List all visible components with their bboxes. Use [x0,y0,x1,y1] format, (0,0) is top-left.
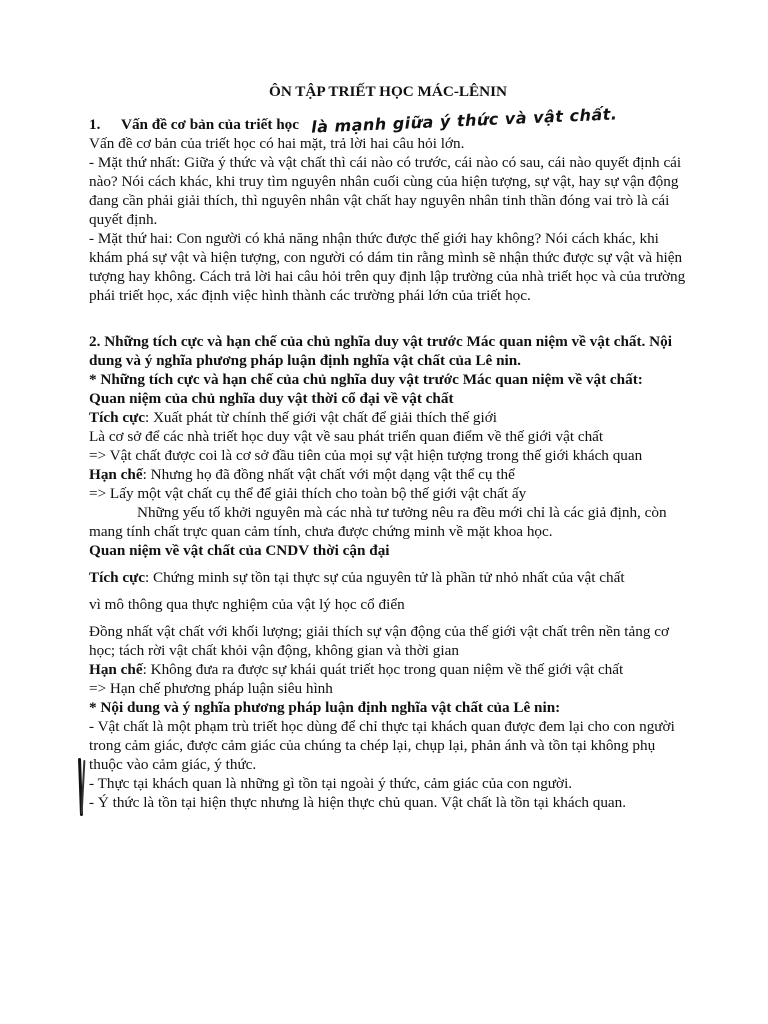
modern-materialism-heading: Quan niệm về vật chất của CNDV thời cận đại [89,542,390,559]
modern-limit: Hạn chế: Không đưa ra được sự khái quát triết học trong quan niệm về thế giới vật chất [89,661,624,678]
modern-line-3: Đồng nhất vật chất với khối lượng; giải thích sự vận động của thế giới vật chất trên nền tảng cơ học; tách rời vật chất khỏi vận động, không gian và thời gian [89,623,670,659]
definition-2: - Thực tại khách quan là những gì tồn tại ngoài ý thức, cảm giác của con người. [89,775,573,792]
definition-1: - Vật chất là một phạm trù triết học dùng để chỉ thực tại khách quan được đem lại cho con người trong cảm giác, được cảm giác của chúng ta chép lại, chụp lại, phản ánh và tồn tại không phụ thuộc vào cảm giác, ý thức. [89,718,675,773]
document-title: ÔN TẬP TRIẾT HỌC MÁC-LÊNIN [269,83,507,100]
ancient-limit: Hạn chế: Nhưng họ đã đồng nhất vật chất với một dạng vật thể cụ thể [89,466,515,483]
positive-label-2: Tích cực [89,569,145,586]
modern-line-2: vì mô thông qua thực nghiệm của vật lý học cổ điển [89,596,405,613]
section-1-paragraph-1: Vấn đề cơ bản của triết học có hai mặt, trả lời hai câu hỏi lớn. [89,135,465,152]
document-page [89,82,687,812]
section-1-heading-text: Vấn đề cơ bản của triết học [121,116,299,133]
positive-label: Tích cực [89,409,145,426]
section-2-heading: 2. Những tích cực và hạn chế của chủ nghĩa duy vật trước Mác quan niệm về vật chất. Nội dung và ý nghĩa phương pháp luận định nghĩa vật chất của Lê nin. [89,333,672,369]
section-1-paragraph-2: - Mặt thứ nhất: Giữa ý thức và vật chất thì cái nào có trước, cái nào có sau, cái nào quyết định cái nào? Nói cách khác, khi truy tìm nguyên nhân cuối cùng của hiện tượng, sự vật, hay sự vận động đang cần phải giải thích, thì nguyên nhân vật chất hay nguyên nhân tinh thần đóng vai trò là cái quyết định. [89,154,682,228]
section-1-number: 1. [89,116,101,133]
handwritten-note: là mạnh giữa ý thức và vật chất. [310,104,618,137]
modern-line-5: => Hạn chế phương pháp luận siêu hình [89,680,333,697]
ancient-line-3: => Vật chất được coi là cơ sở đầu tiên của mọi sự vật hiện tượng trong thế giới khách quan [89,447,643,464]
section-2-subheading-2: * Nội dung và ý nghĩa phương pháp luận định nghĩa vật chất của Lê nin: [89,699,561,716]
section-2-subheading-1: * Những tích cực và hạn chế của chủ nghĩa duy vật trước Mác quan niệm về vật chất: [89,371,643,388]
ancient-positive: Tích cực: Xuất phát từ chính thế giới vật chất để giải thích thế giới [89,409,497,426]
ancient-line-2: Là cơ sở để các nhà triết học duy vật về sau phát triển quan điểm về thế giới vật chất [89,428,604,445]
ancient-line-5: => Lấy một vật chất cụ thể để giải thích cho toàn bộ thế giới vật chất ấy [89,485,527,502]
modern-positive: Tích cực: Chứng minh sự tồn tại thực sự của nguyên tử là phần tử nhỏ nhất của vật chất [89,569,625,586]
ancient-line-6: Những yếu tố khởi nguyên mà các nhà tư tưởng nêu ra đều mới chỉ là các giả định, còn mang tính chất trực quan cảm tính, chưa được chứng minh về mặt khoa học. [89,504,667,540]
limit-label: Hạn chế [89,466,143,483]
section-1-heading [89,104,687,137]
section-1-paragraph-3: - Mặt thứ hai: Con người có khả năng nhận thức được thế giới hay không? Nói cách khác, khi khám phá sự vật và hiện tượng, con người có dám tin rằng mình sẽ nhận thức được sự vật và hiện tượng hay không. Cách trả lời hai câu hỏi trên quy định lập trường của nhà triết học và của trường phái triết học, xác định việc hình thành các trường phái lớn của triết học. [89,230,686,304]
limit-label-2: Hạn chế [89,661,143,678]
definition-3: - Ý thức là tồn tại hiện thực nhưng là hiện thực chủ quan. Vật chất là tồn tại khách quan. [89,794,627,811]
ancient-materialism-heading: Quan niệm của chủ nghĩa duy vật thời cổ đại về vật chất [89,390,454,407]
